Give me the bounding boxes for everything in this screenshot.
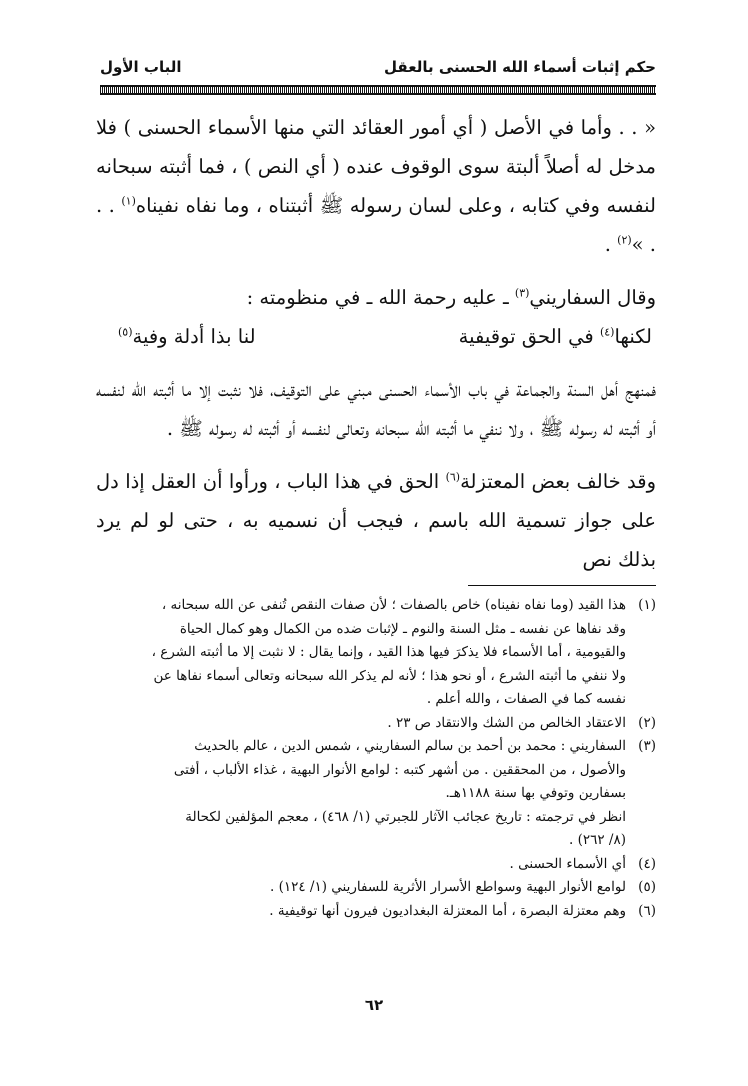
book-title: حكم إثبات أسماء الله الحسنى بالعقل	[384, 58, 656, 76]
footnote-3-reference: انظر في ترجمته : تاريخ عجائب الآثار للجبرتي (١/ ٤٦٨) ، معجم المؤلفين لكحالة (٨/ ٢٦٢) .	[185, 808, 626, 848]
footnote-2: (٢) الاعتقاد الخالص من الشك والانتقاد ص ٢٣ .	[96, 712, 656, 736]
footnote-separator	[468, 585, 656, 586]
text-line: على جواز تسمية الله باسم ، فيجب أن نسميه به ، حتى لو لم يرد بذلك نص	[96, 509, 656, 571]
text-line: فمنهج أهل السنة والجماعة في باب الأسماء الحسنى مبني على	[318, 378, 656, 401]
text-line: لنفسه وفي كتابه ، وعلى لسان رسوله ﷺ أثبتناه ، وما نفاه	[185, 194, 656, 217]
page-header	[100, 55, 656, 79]
footnote-1: (١) هذا القيد (وما نفاه نفيناه) خاص بالصفات ؛ لأن صفات النقص تُنفى عن الله سبحانه ، وقد نفاها عن نفسه ـ مثل السنة والنوم ـ لإثبات ضده من الكمال وهو كمال الحياة والقيومية ، أما الأسماء فلا يذكرَ فيها هذا القيد ، وإنما يقال : لا نثبت إلا ما أثبته الشرع ، ولا ننفي ما أثبته الشرع ، أو نحو هذا ؛ لأنه لم يذكر الله سبحانه وتعالى أسماء نفاها عن نفسه كما في الصفات ، والله أعلم .	[96, 594, 656, 712]
quote-paragraph: « . . وأما في الأصل ( أي أمور العقائد التي منها الأسماء الحسنى ) فلا مدخل له أصلاً ألبتة سوى الوقوف عنده ( أي النص ) ، فما أثبته سبحانه لنفسه وفي كتابه ، وعلى لسان رسوله ﷺ أثبتناه ، وما نفاه نفيناه$^{(١)}$ . . . »$^{(٢)}$ .	[96, 116, 656, 256]
footnotes	[96, 594, 656, 923]
quote-end: نفيناه	[135, 194, 180, 217]
poem-hemistich-left: لنا بذا أدلة وفية$^{(٥)}$	[118, 325, 256, 348]
mutazila-paragraph: وقد خالف بعض المعتزلة$^{(٦)}$ الحق في هذا الباب ، ورأوا أن العقل إذا دل على جواز تسمية الله باسم ، فيجب أن نسميه به ، حتى لو لم يرد بذلك نص	[96, 470, 656, 571]
text-line: مدخل له أصلاً ألبتة سوى الوقوف عنده ( أي النص ) ، فما أثبته سبحانه	[96, 155, 656, 178]
methodology-paragraph	[96, 370, 656, 448]
footnote-number: (٢)	[638, 714, 656, 731]
footnote-5: (٥) لوامع الأنوار البهية وسواطع الأسرار الأثرية للسفاريني (١/ ١٢٤) .	[96, 876, 656, 900]
footnote-ref[interactable]: (٣)	[514, 286, 530, 300]
poem-verse	[96, 317, 656, 356]
header-rule	[100, 85, 656, 95]
footnote-number: (٤)	[638, 855, 656, 872]
footnote-ref[interactable]: (٤)	[599, 325, 615, 339]
chapter-title: الباب الأول	[100, 58, 182, 76]
text-line: أثبته الله سبحانه وتعالى لنفسه أو أثبته له رسوله ﷺ .	[166, 417, 458, 440]
footnote-number: (٥)	[638, 879, 656, 895]
footnote-ref[interactable]: (٢)	[617, 233, 632, 247]
footnote-3: (٣) السفاريني : محمد بن أحمد بن سالم السفاريني ، شمس الدين ، عالم بالحديث والأصول ، من المحققين . من أشهر كتبه : لوامع الأنوار البهية ، غذاء الألباب ، أفتى بسفارين وتوفي بها سنة ١١٨٨هـ.	[96, 735, 656, 806]
quote-dots: . . . »	[96, 194, 656, 256]
poem-hemistich-right: لكنها$^{(٤)}$ في الحق توقيفية	[458, 325, 652, 348]
footnote-number: (١)	[638, 597, 656, 613]
safarini-intro-paragraph: وقال السفاريني$^{(٣)}$ ـ عليه رحمة الله ـ في منظومته :	[246, 286, 656, 309]
footnote-6: (٦) وهم معتزلة البصرة ، أما المعتزلة البغداديون فيرون أنها توقيفية .	[96, 900, 656, 924]
footnote-number: (٣)	[638, 738, 656, 754]
footnote-ref[interactable]: (٥)	[118, 325, 133, 339]
page-number: ٦٢	[364, 996, 384, 1014]
footnote-4: (٤) أي الأسماء الحسنى .	[96, 853, 656, 877]
footnote-ref[interactable]: (٦)	[445, 470, 461, 484]
main-text	[96, 108, 656, 579]
footnote-number: (٦)	[638, 902, 656, 919]
text-line: « . . وأما في الأصل ( أي أمور العقائد التي منها الأسماء الحسنى ) فلا	[96, 116, 656, 139]
footnote-ref[interactable]: (١)	[121, 194, 136, 208]
text-line: التوقيف، فلا نثبت إلا ما أثبته الله لنفسه أو أثبته له رسوله ﷺ ، ولا ننفي ما	[96, 378, 656, 440]
